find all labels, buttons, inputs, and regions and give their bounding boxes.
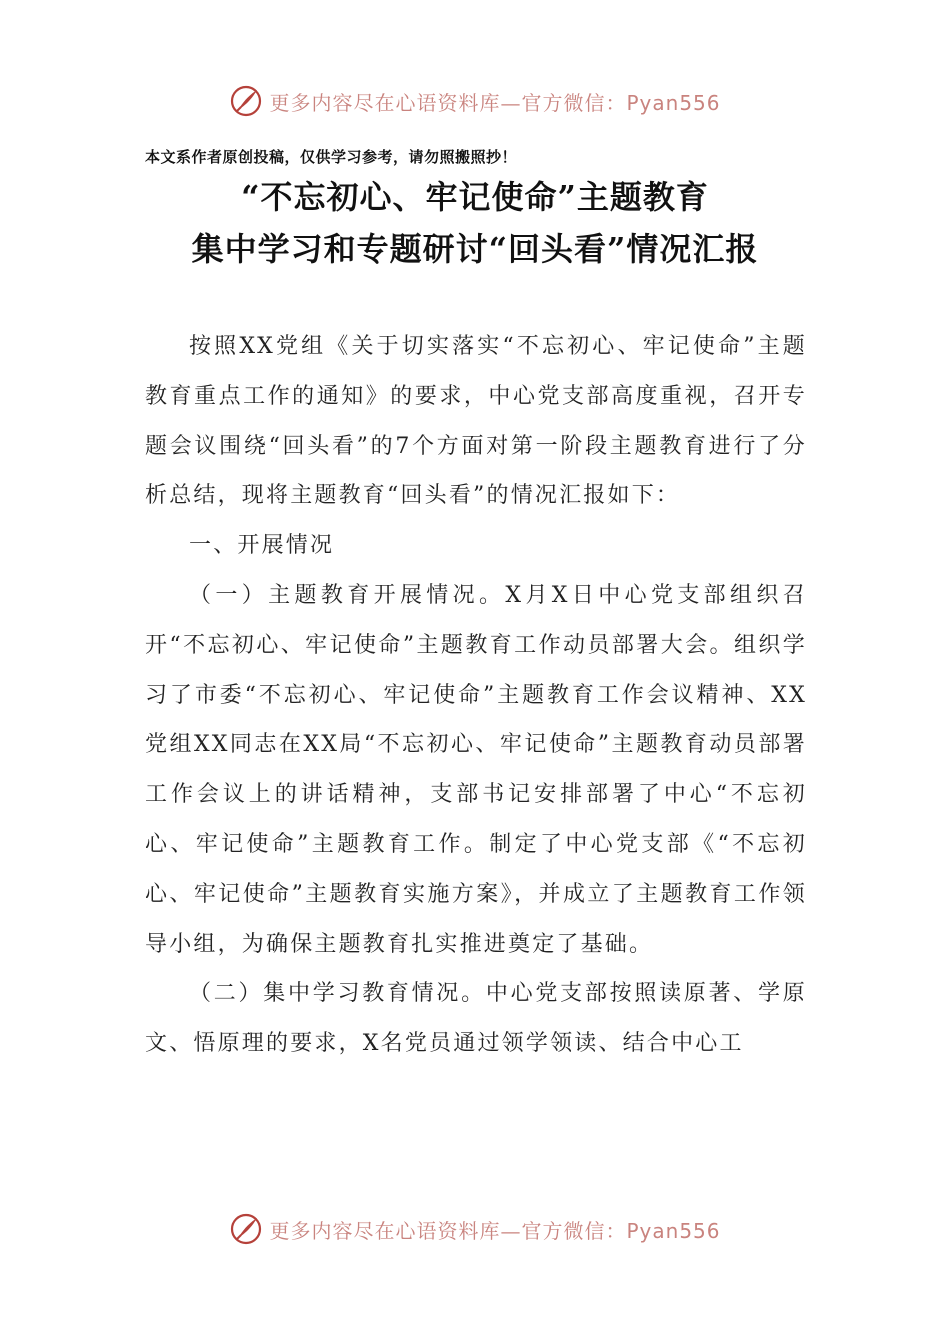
document-title-line-2: 集中学习和专题研讨“回头看”情况汇报 bbox=[191, 230, 759, 268]
quill-pen-logo-icon bbox=[229, 84, 263, 118]
document-title-line-1: “不忘初心、牢记使命”主题教育 bbox=[241, 178, 709, 216]
watermark-text: 更多内容尽在心语资料库—官方微信：Pyan556 bbox=[269, 1218, 721, 1243]
intro-paragraph: 按照XX党组《关于切实落实“不忘初心、牢记使命”主题教育重点工作的通知》的要求，中心党支部高度重视，召开专题会议围绕“回头看”的7个方面对第一阶段主题教育进行了分析总结，现将主题教育“回头看”的情况汇报如下： bbox=[145, 334, 807, 509]
subsection-paragraph-1: （一）主题教育开展情况。X月X日中心党支部组织召开“不忘初心、牢记使命”主题教育工作动员部署大会。组织学习了市委“不忘初心、牢记使命”主题教育工作会议精神、XX党组XX同志在XX局“不忘初心、牢记使命”主题教育动员部署工作会议上的讲话精神，支部书记安排部署了中心“不忘初心、牢记使命”主题教育工作。制定了中心党支部《“不忘初心、牢记使命”主题教育实施方案》，并成立了主题教育工作领导小组，为确保主题教育扎实推进奠定了基础。 bbox=[145, 582, 807, 957]
document-body bbox=[145, 322, 807, 1069]
copyright-notice: 本文系作者原创投稿，仅供学习参考，请勿照搬照抄！ bbox=[145, 148, 518, 166]
watermark-text: 更多内容尽在心语资料库—官方微信：Pyan556 bbox=[269, 90, 721, 115]
quill-pen-logo-icon bbox=[229, 1212, 263, 1246]
watermark-bottom bbox=[0, 1212, 950, 1246]
section-heading-1: 一、开展情况 bbox=[189, 533, 335, 559]
watermark-top bbox=[0, 84, 950, 118]
subsection-paragraph-2: （二）集中学习教育情况。中心党支部按照读原著、学原文、悟原理的要求，X名党员通过领学领读、结合中心工 bbox=[145, 981, 807, 1057]
